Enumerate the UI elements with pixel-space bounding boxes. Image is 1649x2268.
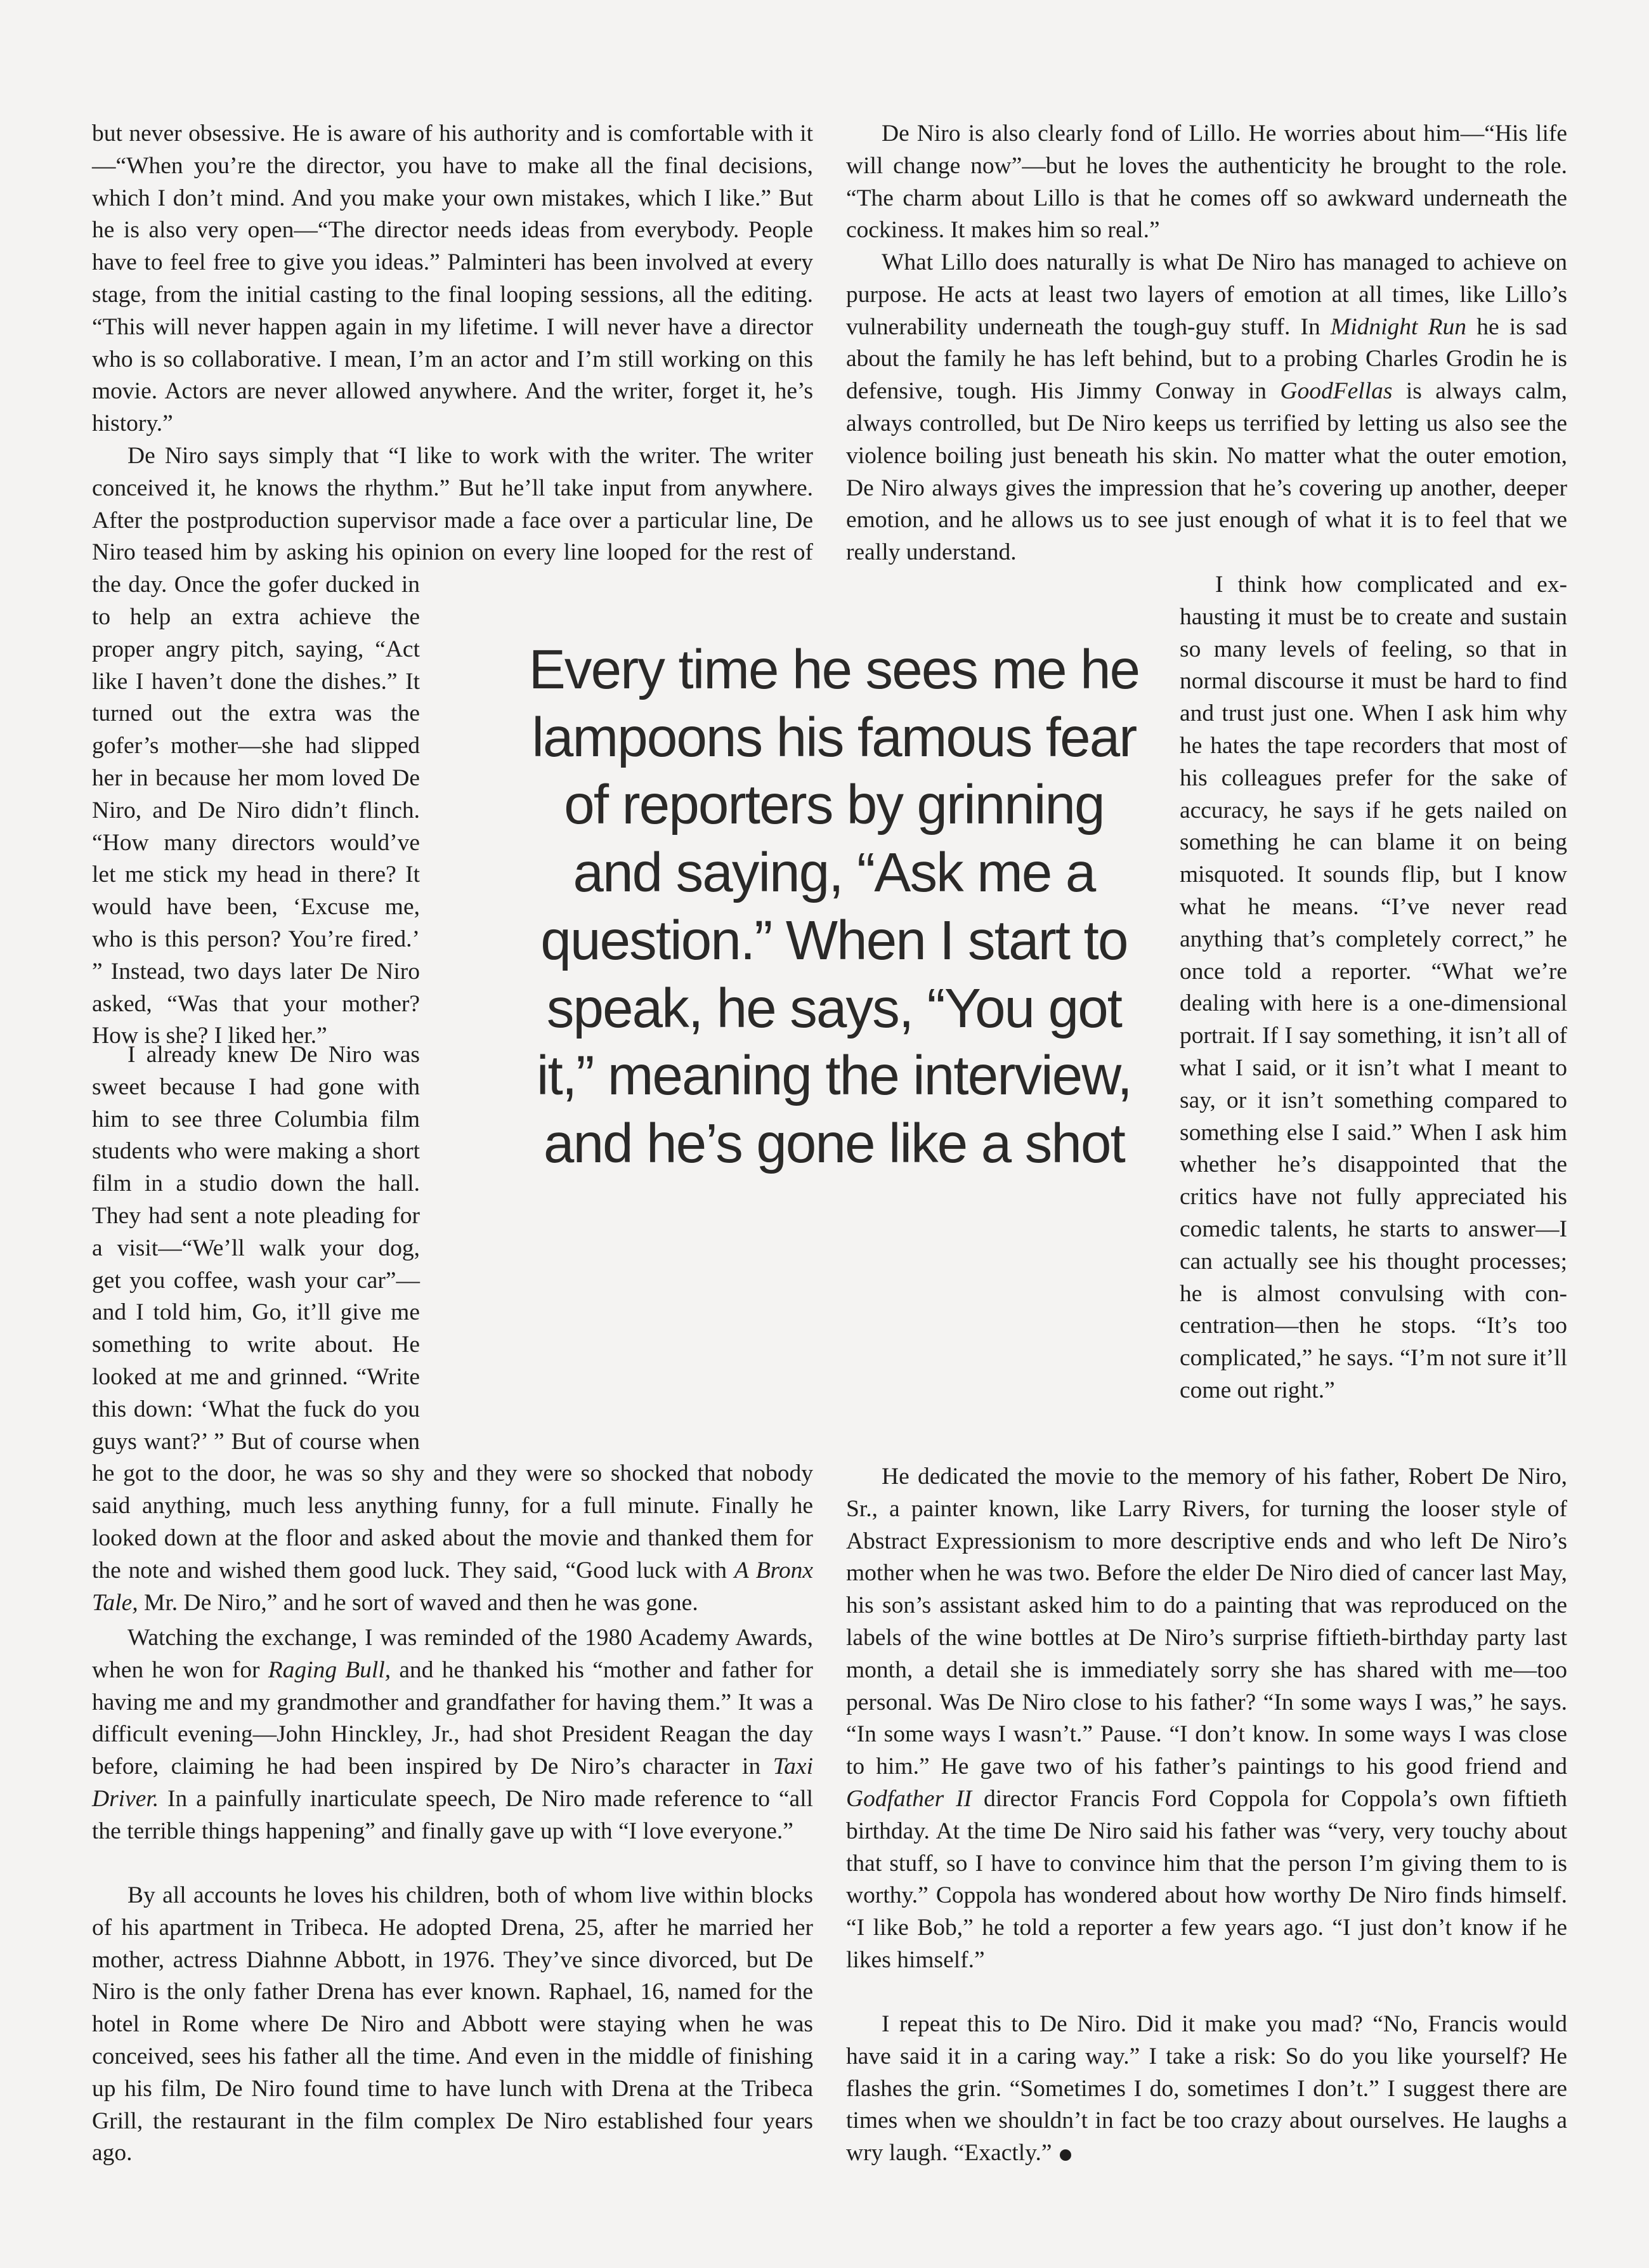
body-paragraph-5: By all accounts he loves his children, both of whom live within blocks of his apartment in Tribeca. He adopted Drena, 25, after he married her mother, actress Diahnne Abbott, in 1976. They’ve since divorced, but De Niro is the only father Drena has ever known. Raphael, 16, named for the hotel in Rome where De Niro and Abbott were staying when he was conceived, sees his father all the time. And even in the middle of finishing up his film, De Niro found time to have lunch with Drena at the Tribeca Grill, the restaurant in the film complex De Niro established four years ago. — [92, 1882, 813, 2166]
body-paragraph-9: He dedicated the movie to the memory of his father, Robert De Niro, Sr., a painter known, like Larry Rivers, for turning the looser style of Abstract Expressionism to more descriptive ends and who left De Niro’s mother when he was two. Before the elder De Niro died of cancer last May, his son’s assistant asked him to do a painting that was reproduced on the labels of the wine bottles at De Niro’s surprise fiftieth-birthday party last month, a detail she is immediately sorry she has shared with me—too personal. Was De Niro close to his father? “In some ways I was,” he says. “In some ways I wasn’t.” Pause. “I don’t know. In some ways I was close to him.” He gave two of his father’s paintings to his good friend and Godfather II director Francis Ford Coppola for Coppola’s own fiftieth birthday. At the time De Niro said his father was “very, very touchy about that stuff, so I have to convince him that the person I’m giving them to is worthy.” Coppola has wondered about how worthy De Niro finds himself. “I like Bob,” he told a reporter a few years ago. “I just don’t know if he likes himself.” — [846, 1464, 1567, 1973]
body-paragraph-1: but never obsessive. He is aware of his authority and is comfortable with it—“When you’re the director, you have to make all the final decisions, which I don’t mind. And you make your own mistakes, which I like.” But he is also very open—“The director needs ideas from everybody. People have to feel free to give you ideas.” Palminteri has been involved at every stage, from the initial casting to the final looping sessions, all the editing. “This will never happen again in my lifetime. I will never have a director who is so collaborative. I mean, I’m an actor and I’m still working on this movie. Actors are never allowed anywhere. And the writer, forget it, he’s history.” — [92, 121, 813, 437]
body-paragraph-4: Watching the exchange, I was reminded of the 1980 Academy Awards, when he won for Raging Bull, and he thanked his “mother and father for having me and my grandmother and grandfather for having them.” It was a difficult evening—John Hinckley, Jr., had shot President Reagan the day before, claiming he had been inspired by De Niro’s character in Taxi Driver. In a painfully inarticulate speech, De Niro made reference to “all the terrible things happening” and finally gave up with “I love everyone.” — [92, 1625, 813, 1844]
body-paragraph-3: I already knew De Niro was sweet because I had gone with him to see three Columbia film students who were making a short film in a studio down the hall. They had sent a note pleading for a visit—“We’ll walk your dog, get you coffee, wash your car”—and I told him, Go, it’ll give me something to write about. He looked at me and grinned. “Write this down: ‘What the fuck do you guys want?’ ” But of course when he got to the door, he was so shy and they were so shocked that nobody said anything, much less anything funny, for a full minute. Finally he looked down at the floor and asked about the movie and thanked them for the note and wished them good luck. They said, “Good luck with A Bronx Tale, Mr. De Niro,” and he sort of waved and then he was gone. — [92, 1039, 813, 1619]
body-paragraph-2: De Niro says simply that “I like to work with the writer. The writer conceived it, he knows the rhythm.” But he’ll take input from anywhere. After the postproduction supervisor made a face over a particular line, De Niro teased him by asking his opinion on every line looped for the rest of the day. Once the gofer ducked in to help an extra achieve the proper angry pitch, saying, “Act like I haven’t done the dishes.” It turned out the extra was the gofer’s mother—she had slipped her in because her mom loved De Niro, and De Niro didn’t flinch. “How many directors would’ve let me stick my head in there? It would have been, ‘Excuse me, who is this person? You’re fired.’ ” Instead, two days later De Niro asked, “Was that your mother? How is she? I liked her.” — [92, 440, 813, 1465]
end-mark-bullet — [1060, 2149, 1071, 2161]
body-paragraph-6: De Niro is also clearly fond of Lillo. He worries about him—“His life will change now”—but he loves the authenticity he brought to the role. “The charm about Lillo is that he comes off so awkward underneath the cockiness. It makes him so real.” — [846, 121, 1567, 244]
body-paragraph-10: I repeat this to De Niro. Did it make you mad? “No, Francis would have said it in a caring way.” I take a risk: So do you like yourself? He flashes the grin. “Sometimes I do, sometimes I don’t.” I suggest there are times when we shouldn’t in fact be too crazy about ourselves. He laughs a wry laugh. “Exactly.” — [846, 2011, 1567, 2166]
body-paragraph-8: I think how complicated and exhausting it must be to create and sustain so many levels of feeling, so that in normal discourse it must be hard to find and trust just one. When I ask him why he hates the tape recorders that most of his colleagues prefer for the sake of accuracy, he says if he gets nailed on something he can blame it on being misquoted. It sounds flip, but I know what he means. “I’ve never read anything that’s completely correct,” he once told a reporter. “What we’re dealing with here is a one-dimensional portrait. If I say something, it isn’t all of what I said, or it isn’t what I meant to say, or it isn’t something compared to something else I said.” When I ask him whether he’s disappointed that the critics have not fully appreciated his comedic talents, he starts to answer—I can actually see his thought processes; he is almost convulsing with concentration—then he stops. “It’s too complicated,” he says. “I’m not sure it’ll come out right.” — [1180, 572, 1567, 1403]
pull-quote: Every time he sees me he lampoons his famous fear of reporters by grinning and saying, “Ask me a question.” When I start to speak, he says, “You got it,” meaning the interview, and he’s gone like a shot — [528, 639, 1140, 1174]
body-paragraph-7: What Lillo does naturally is what De Niro has managed to achieve on purpose. He acts at least two layers of emotion at all times, like Lillo’s vulnerability underneath the tough-guy stuff. In Midnight Run he is sad about the family he has left behind, but to a probing Charles Grodin he is defensive, tough. His Jimmy Conway in GoodFellas is always calm, always controlled, but De Niro keeps us terrified by letting us also see the violence boiling just beneath his skin. No matter what the outer emotion, De Niro always gives the impression that he’s covering up another, deeper emotion, and he allows us to see just enough of what it is to feel that we really understand. — [846, 249, 1567, 566]
